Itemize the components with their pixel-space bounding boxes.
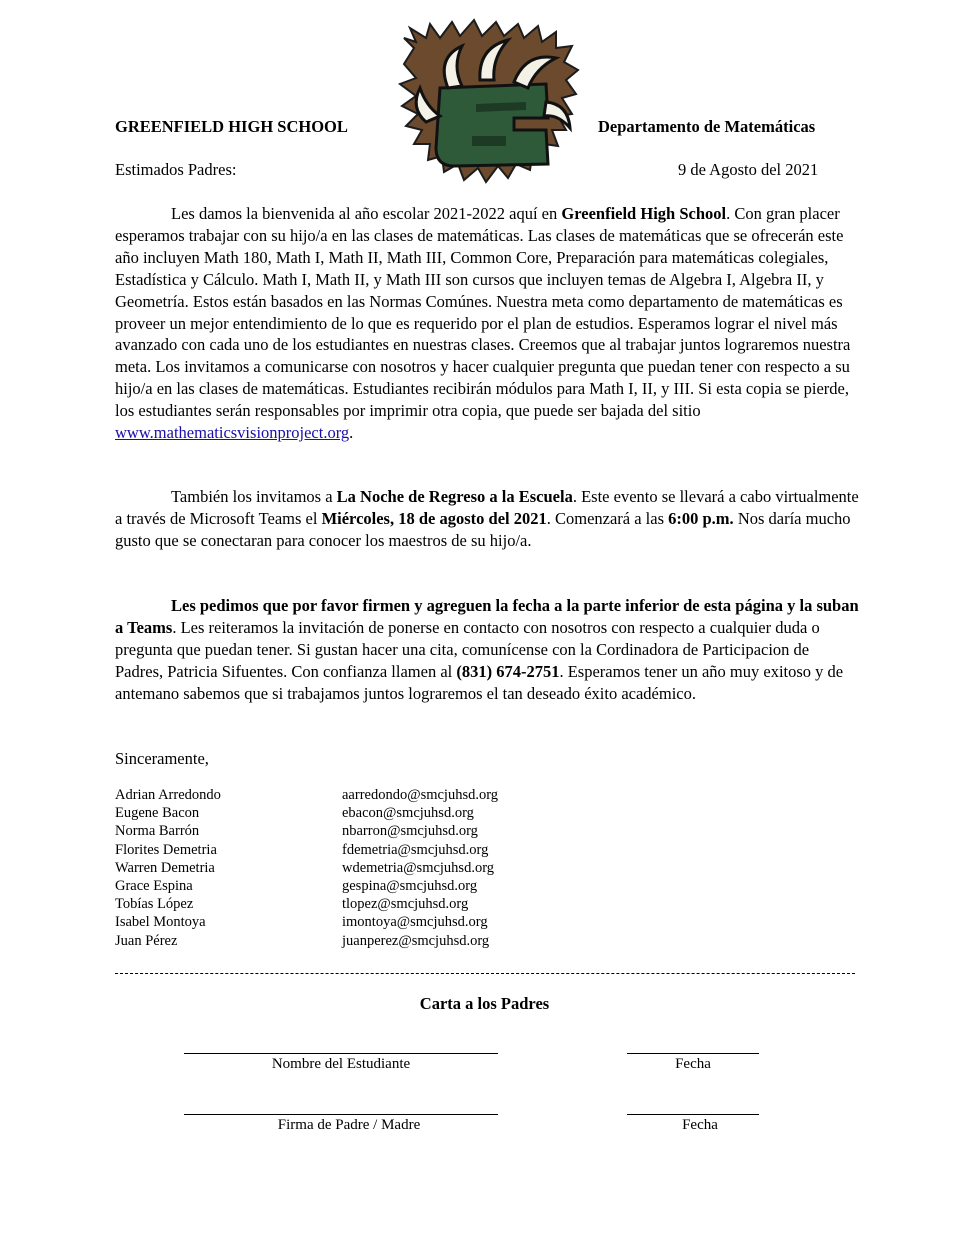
back-to-school-paragraph xyxy=(115,486,860,552)
closing: Sinceramente, xyxy=(115,749,209,768)
staff-email: nbarron@smcjuhsd.org xyxy=(342,823,478,840)
signature-request-paragraph xyxy=(115,595,860,705)
text-run: . Les reiteramos la invitación de ponerse en contacto con nosotros con respecto a cualquier duda o pregunta que puedan tener. Si gustan hacer una cita, comunícense con la Cordinadora de Participacion de Padres, Patricia Sifuentes. Con confianza llamen al xyxy=(115,617,820,681)
staff-email: juanperez@smcjuhsd.org xyxy=(342,932,490,949)
text-run: . Comenzará a las xyxy=(546,508,669,528)
list-item xyxy=(115,804,542,822)
text-run: . Esperamos tener un año muy exitoso y de antemano sabemos que si trabajamos juntos lograremos el tan deseado éxito académico. xyxy=(115,661,844,703)
staff-name: Isabel Montoya xyxy=(115,914,206,931)
list-item xyxy=(115,877,542,895)
list-item xyxy=(115,895,542,913)
text-run: . Este evento se llevará a cabo virtualmente a través de Microsoft Teams el xyxy=(115,487,859,528)
staff-email: tlopez@smcjuhsd.org xyxy=(342,896,469,913)
staff-email: fdemetria@smcjuhsd.org xyxy=(342,841,489,858)
date-label-2: Fecha xyxy=(682,1117,718,1133)
phone-number: (831) 674-2751 xyxy=(456,661,560,681)
parent-signature-line[interactable] xyxy=(184,1114,498,1115)
text-run: Nos daría mucho gusto que se conectaran para conocer los maestros de su hijo/a. xyxy=(115,508,851,550)
staff-name: Norma Barrón xyxy=(115,823,200,840)
text-run: . Con gran placer esperamos trabajar con su hijo/a en las clases de matemáticas. Las clases de matemáticas que se ofrecerán este año incluyen Math 180, Math I, Math II, Math III, Common Core, Preparación para matemáticas colegiales, Estadística y Cálculo. Math I, Math II, y Math III son cursos que incluyen temas de Algebra I, Algebra II, y Geometría. Estos están basados en las Normas Comúnes. Nuestra meta como departamento de matemáticas es proveer un mejor entendimiento de lo que es requerido por el plan de estudios. Esperamos lograr el nivel más avanzado con cada uno de los estudiantes en nuestras clases. Creemos que al trabajar juntos lograremos nuestra meta. Los invitamos a comunicarse con nosotros y hacer cualquier pregunta que puedan tener con respecto a su hijo/a en las clases de matemáticas. Estudiantes recibirán módulos para Math I, II, y III. Si esta copia se pierde, los estudiantes serán responsables por imprimir otra copia, que puede ser bajada del sitio xyxy=(115,204,851,421)
list-item xyxy=(115,786,542,804)
staff-name: Adrian Arredondo xyxy=(115,787,221,803)
date-line-1[interactable] xyxy=(627,1053,759,1054)
list-item xyxy=(115,932,542,950)
staff-email: wdemetria@smcjuhsd.org xyxy=(342,859,495,876)
staff-name: Warren Demetria xyxy=(115,859,215,876)
list-item xyxy=(115,913,542,931)
bold-text: Miércoles, 18 de agosto del 2021 xyxy=(321,508,547,528)
date-label-1: Fecha xyxy=(675,1056,711,1072)
bold-text: Greenfield High School xyxy=(561,204,727,223)
bold-text: Les pedimos que por favor firmen y agreguen la fecha a la parte inferior de esta página y la suban a Teams xyxy=(115,596,859,637)
parent-signature-label: Firma de Padre / Madre xyxy=(277,1117,421,1133)
staff-email: ebacon@smcjuhsd.org xyxy=(342,805,474,822)
bold-text: La Noche de Regreso a la Escuela xyxy=(336,487,573,506)
staff-name: Grace Espina xyxy=(115,878,193,895)
staff-name: Tobías López xyxy=(115,896,194,913)
staff-email: imontoya@smcjuhsd.org xyxy=(342,914,488,931)
list-item xyxy=(115,841,542,859)
form-title: Carta a los Padres xyxy=(419,994,550,1013)
student-name-label: Nombre del Estudiante xyxy=(271,1056,411,1072)
list-item xyxy=(115,822,542,840)
text-run: Les damos la bienvenida al año escolar 2021-2022 aquí en xyxy=(171,204,562,223)
text-run: . xyxy=(349,423,354,443)
salutation: Estimados Padres: xyxy=(115,160,237,179)
letter-date: 9 de Agosto del 2021 xyxy=(678,160,819,179)
staff-list xyxy=(115,786,542,950)
list-item xyxy=(115,859,542,877)
school-logo-icon xyxy=(396,18,580,188)
date-line-2[interactable] xyxy=(627,1114,759,1115)
staff-name: Florites Demetria xyxy=(115,841,217,858)
staff-name: Juan Pérez xyxy=(115,932,178,949)
mvp-website-link[interactable]: www.mathematicsvisionproject.org xyxy=(115,423,350,443)
school-name: GREENFIELD HIGH SCHOOL xyxy=(115,117,348,136)
staff-name: Eugene Bacon xyxy=(115,805,200,822)
text-run: También los invitamos a xyxy=(171,487,337,506)
staff-email: gespina@smcjuhsd.org xyxy=(342,878,478,895)
cut-line-divider xyxy=(115,973,855,974)
staff-email: aarredondo@smcjuhsd.org xyxy=(342,787,499,803)
department-name: Departamento de Matemáticas xyxy=(598,117,816,136)
bold-text: 6:00 p.m. xyxy=(668,508,734,528)
welcome-paragraph xyxy=(115,203,860,444)
student-name-line[interactable] xyxy=(184,1053,498,1054)
